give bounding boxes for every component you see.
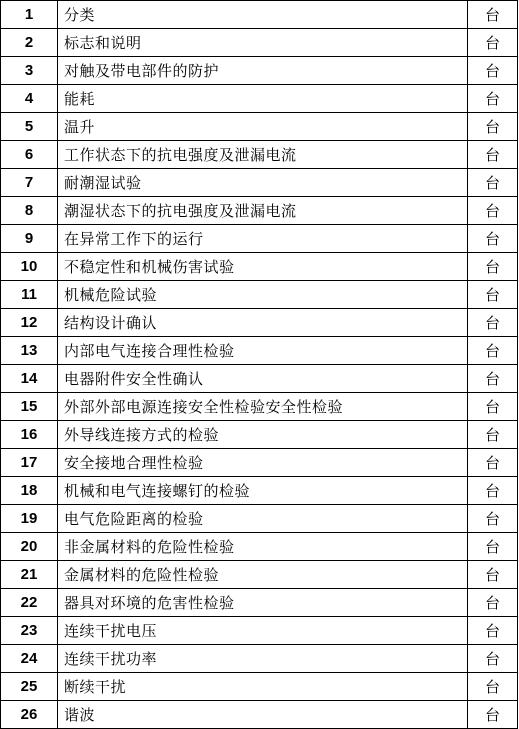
table-row <box>1 421 518 449</box>
table-row <box>1 141 518 169</box>
table-row <box>1 309 518 337</box>
test-item-name: 器具对环境的危害性检验 <box>58 589 468 617</box>
test-item-name: 温升 <box>58 113 468 141</box>
table-row <box>1 505 518 533</box>
table-row <box>1 281 518 309</box>
test-item-name: 金属材料的危险性检验 <box>58 561 468 589</box>
test-item-name: 谐波 <box>58 701 468 729</box>
unit-label: 台 <box>468 281 518 309</box>
unit-label: 台 <box>468 421 518 449</box>
table-row <box>1 477 518 505</box>
test-item-name: 断续干扰 <box>58 673 468 701</box>
table-row <box>1 57 518 85</box>
row-number: 2 <box>1 29 58 57</box>
table-row <box>1 113 518 141</box>
unit-label: 台 <box>468 589 518 617</box>
row-number: 1 <box>1 1 58 29</box>
unit-label: 台 <box>468 561 518 589</box>
row-number: 6 <box>1 141 58 169</box>
row-number: 7 <box>1 169 58 197</box>
test-item-name: 连续干扰功率 <box>58 645 468 673</box>
row-number: 17 <box>1 449 58 477</box>
table-row <box>1 701 518 729</box>
unit-label: 台 <box>468 449 518 477</box>
unit-label: 台 <box>468 225 518 253</box>
table-row <box>1 673 518 701</box>
test-item-name: 机械危险试验 <box>58 281 468 309</box>
unit-label: 台 <box>468 253 518 281</box>
row-number: 20 <box>1 533 58 561</box>
row-number: 15 <box>1 393 58 421</box>
table-row <box>1 29 518 57</box>
unit-label: 台 <box>468 393 518 421</box>
test-item-name: 耐潮湿试验 <box>58 169 468 197</box>
row-number: 21 <box>1 561 58 589</box>
table-row <box>1 1 518 29</box>
row-number: 5 <box>1 113 58 141</box>
unit-label: 台 <box>468 197 518 225</box>
unit-label: 台 <box>468 29 518 57</box>
table-row <box>1 589 518 617</box>
row-number: 24 <box>1 645 58 673</box>
row-number: 11 <box>1 281 58 309</box>
unit-label: 台 <box>468 673 518 701</box>
table-row <box>1 169 518 197</box>
row-number: 4 <box>1 85 58 113</box>
row-number: 18 <box>1 477 58 505</box>
row-number: 10 <box>1 253 58 281</box>
test-item-name: 潮湿状态下的抗电强度及泄漏电流 <box>58 197 468 225</box>
test-item-name: 连续干扰电压 <box>58 617 468 645</box>
table-row <box>1 253 518 281</box>
row-number: 16 <box>1 421 58 449</box>
unit-label: 台 <box>468 701 518 729</box>
test-item-name: 分类 <box>58 1 468 29</box>
unit-label: 台 <box>468 505 518 533</box>
test-item-name: 电气危险距离的检验 <box>58 505 468 533</box>
row-number: 23 <box>1 617 58 645</box>
unit-label: 台 <box>468 337 518 365</box>
test-item-name: 结构设计确认 <box>58 309 468 337</box>
row-number: 25 <box>1 673 58 701</box>
table-row <box>1 225 518 253</box>
test-item-name: 电器附件安全性确认 <box>58 365 468 393</box>
unit-label: 台 <box>468 169 518 197</box>
table-row <box>1 617 518 645</box>
test-item-name: 外部外部电源连接安全性检验安全性检验 <box>58 393 468 421</box>
table-row <box>1 449 518 477</box>
row-number: 22 <box>1 589 58 617</box>
test-item-name: 非金属材料的危险性检验 <box>58 533 468 561</box>
test-item-name: 对触及带电部件的防护 <box>58 57 468 85</box>
unit-label: 台 <box>468 85 518 113</box>
row-number: 8 <box>1 197 58 225</box>
table-row <box>1 365 518 393</box>
row-number: 13 <box>1 337 58 365</box>
test-item-name: 能耗 <box>58 85 468 113</box>
test-item-name: 工作状态下的抗电强度及泄漏电流 <box>58 141 468 169</box>
test-item-name: 外导线连接方式的检验 <box>58 421 468 449</box>
unit-label: 台 <box>468 1 518 29</box>
unit-label: 台 <box>468 365 518 393</box>
test-item-name: 机械和电气连接螺钉的检验 <box>58 477 468 505</box>
test-item-name: 内部电气连接合理性检验 <box>58 337 468 365</box>
table-row <box>1 393 518 421</box>
unit-label: 台 <box>468 477 518 505</box>
table-row <box>1 337 518 365</box>
test-item-name: 在异常工作下的运行 <box>58 225 468 253</box>
table-row <box>1 85 518 113</box>
table-body <box>1 1 518 729</box>
row-number: 19 <box>1 505 58 533</box>
row-number: 12 <box>1 309 58 337</box>
table-row <box>1 533 518 561</box>
test-item-name: 安全接地合理性检验 <box>58 449 468 477</box>
unit-label: 台 <box>468 113 518 141</box>
unit-label: 台 <box>468 617 518 645</box>
test-item-name: 不稳定性和机械伤害试验 <box>58 253 468 281</box>
unit-label: 台 <box>468 533 518 561</box>
table-row <box>1 645 518 673</box>
row-number: 14 <box>1 365 58 393</box>
row-number: 9 <box>1 225 58 253</box>
table-row <box>1 561 518 589</box>
table-row <box>1 197 518 225</box>
test-item-name: 标志和说明 <box>58 29 468 57</box>
unit-label: 台 <box>468 57 518 85</box>
unit-label: 台 <box>468 141 518 169</box>
unit-label: 台 <box>468 645 518 673</box>
row-number: 26 <box>1 701 58 729</box>
unit-label: 台 <box>468 309 518 337</box>
row-number: 3 <box>1 57 58 85</box>
